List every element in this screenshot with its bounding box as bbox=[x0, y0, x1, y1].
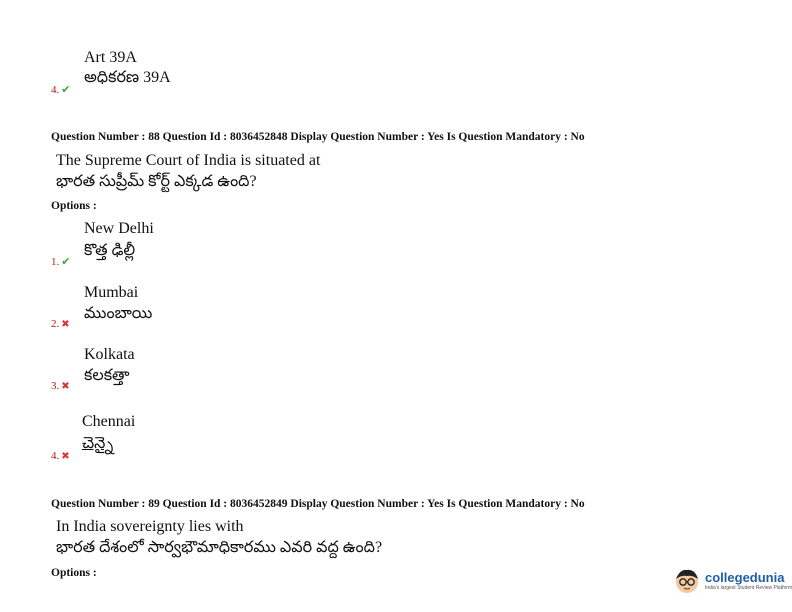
option-3-telugu: కలకత్తా bbox=[84, 367, 130, 384]
check-icon: ✔ bbox=[61, 255, 71, 268]
option-number: 2. bbox=[51, 318, 60, 330]
prev-option-marker bbox=[51, 80, 70, 98]
question-89-options-label: Options : bbox=[51, 567, 97, 579]
logo-tagline: India's largest Student Review Platform bbox=[705, 584, 792, 591]
option-3-marker bbox=[51, 376, 70, 394]
question-88-meta: Question Number : 88 Question Id : 8036452848 Display Question Number : Yes Is Question Mandatory : No bbox=[51, 131, 585, 143]
cross-icon: ✖ bbox=[61, 451, 70, 462]
option-1-marker bbox=[51, 252, 70, 270]
option-4-english: Chennai bbox=[82, 413, 136, 430]
check-icon: ✔ bbox=[61, 83, 71, 96]
prev-option-telugu: అధికరణ 39A bbox=[84, 69, 171, 86]
question-88-telugu: భారత సుప్రీమ్ కోర్ట్ ఎక్కడ ఉంది? bbox=[56, 173, 257, 190]
question-89-meta: Question Number : 89 Question Id : 8036452849 Display Question Number : Yes Is Question Mandatory : No bbox=[51, 498, 585, 510]
student-avatar-icon bbox=[672, 566, 702, 596]
option-4-telugu: చెన్నై bbox=[82, 435, 114, 452]
option-number: 4. bbox=[51, 450, 60, 462]
option-number: 3. bbox=[51, 380, 60, 392]
logo-name: collegedunia bbox=[705, 569, 785, 585]
prev-option-english: Art 39A bbox=[84, 49, 137, 66]
option-number: 1. bbox=[51, 256, 60, 268]
option-3-english: Kolkata bbox=[84, 346, 135, 363]
option-number: 4. bbox=[51, 84, 60, 96]
cross-icon: ✖ bbox=[61, 319, 70, 330]
question-89-telugu: భారత దేశంలో సార్వభౌమాధికారము ఎవరి వద్ద ఉంది? bbox=[56, 539, 383, 556]
option-2-english: Mumbai bbox=[84, 284, 139, 301]
cross-icon: ✖ bbox=[61, 381, 70, 392]
option-1-telugu: కొత్త ఢిల్లీ bbox=[84, 242, 136, 259]
option-4-marker bbox=[51, 446, 70, 464]
option-2-marker bbox=[51, 314, 70, 332]
question-88-options-label: Options : bbox=[51, 200, 97, 212]
option-1-english: New Delhi bbox=[84, 220, 154, 237]
question-88-english: The Supreme Court of India is situated at bbox=[56, 152, 321, 169]
question-89-english: In India sovereignty lies with bbox=[56, 518, 244, 535]
option-2-telugu: ముంబాయి bbox=[84, 305, 153, 322]
collegedunia-logo bbox=[672, 566, 792, 596]
